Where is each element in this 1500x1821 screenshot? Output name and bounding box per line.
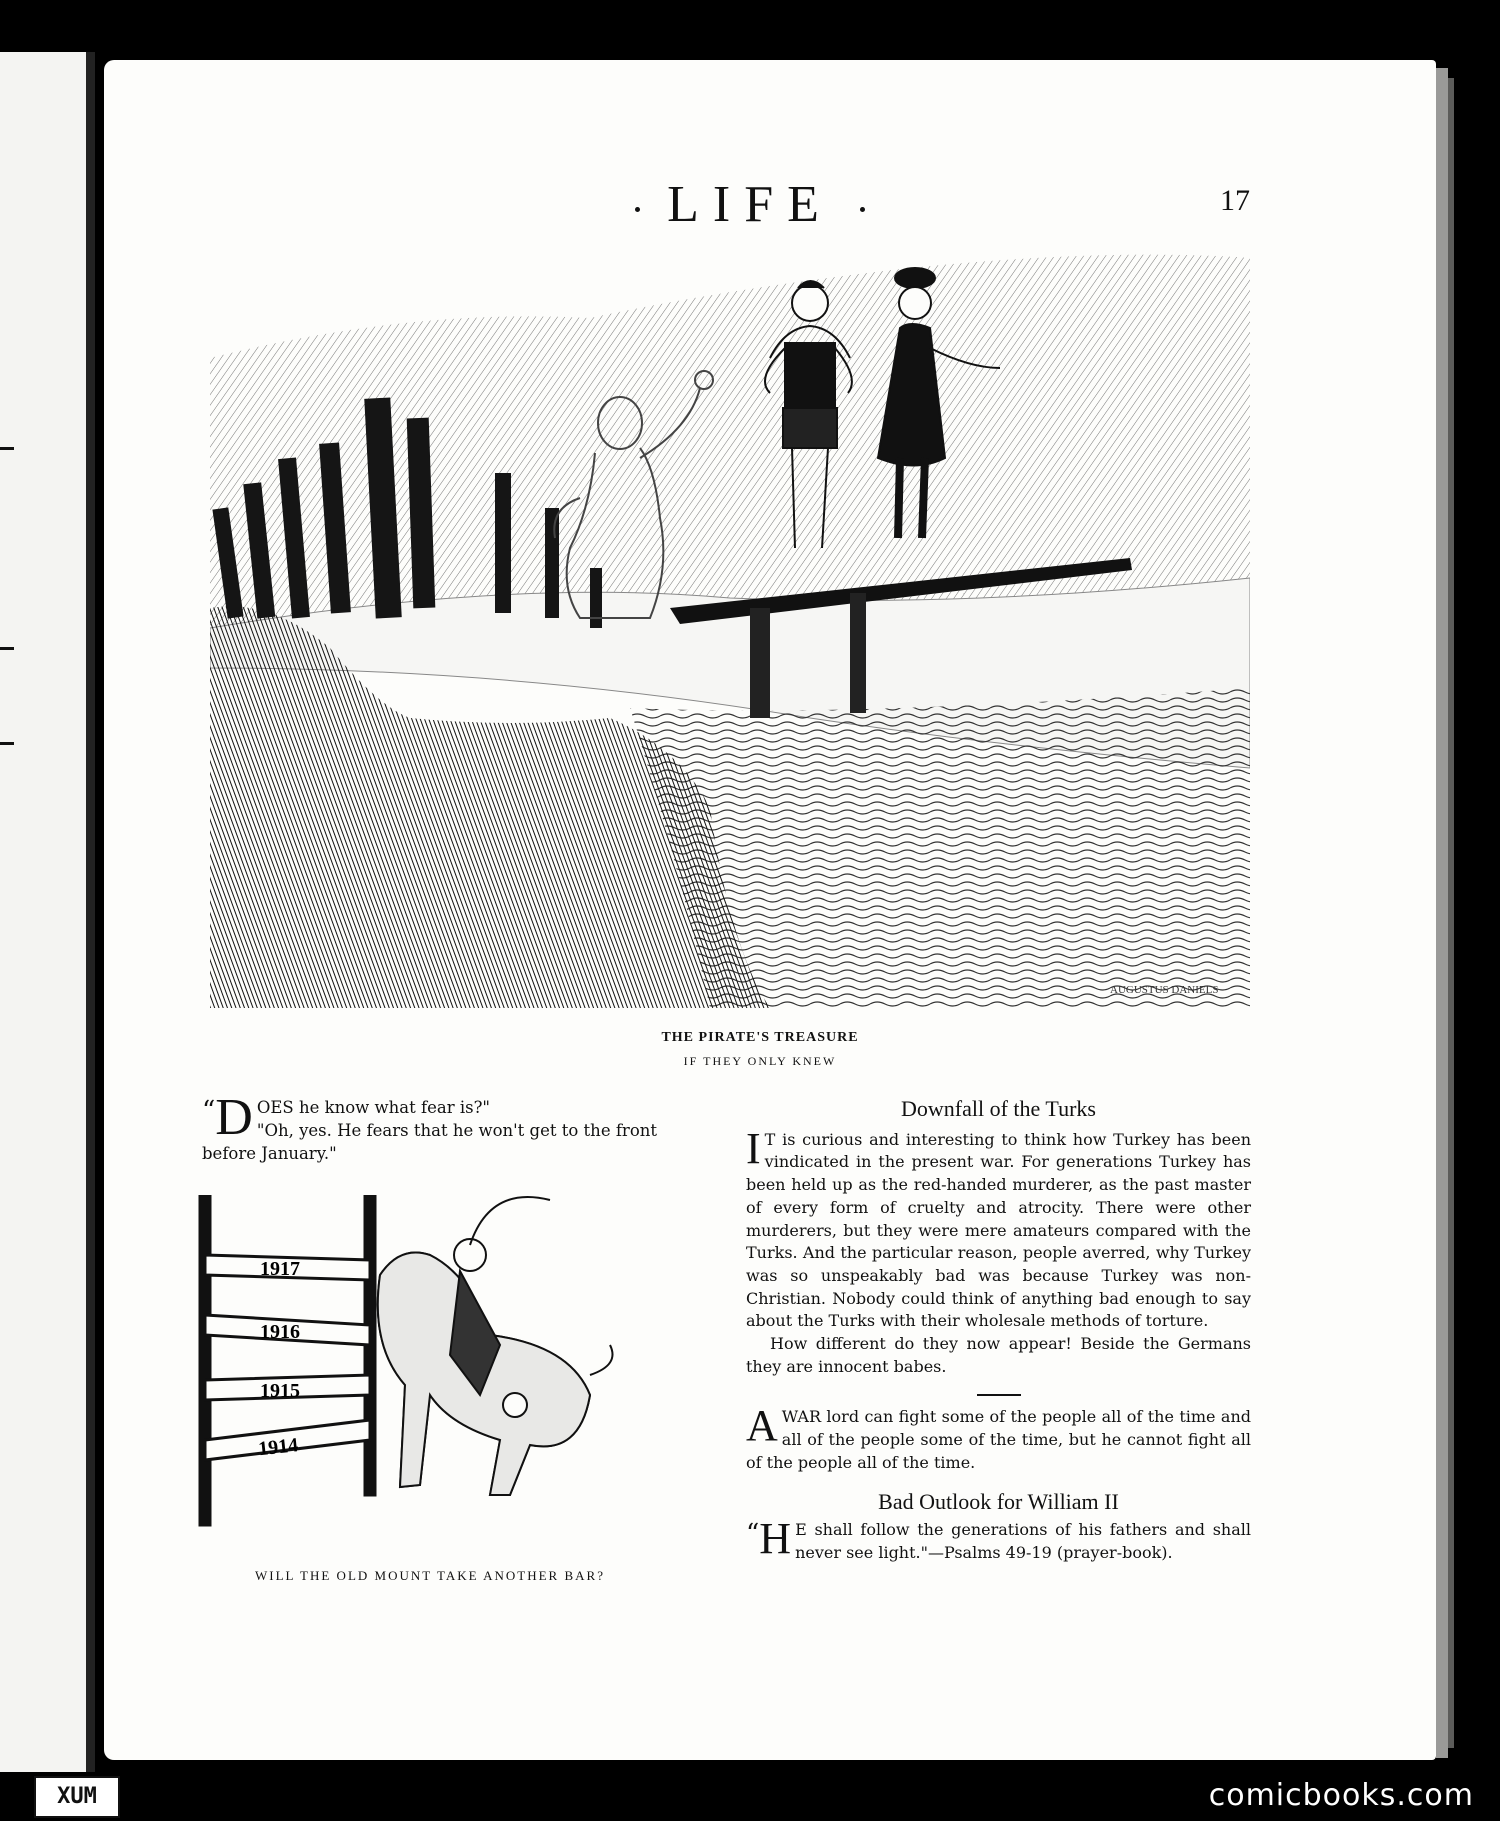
ornament-dot xyxy=(860,207,865,212)
article-warlord-text: WAR lord can fight some of the people all of the time and all of the people some of the time, but he cannot fight all of the people all of the time. xyxy=(746,1407,1251,1472)
illustration-caption-title: THE PIRATE'S TREASURE xyxy=(661,1030,859,1045)
article-turks-body xyxy=(746,1123,1251,1333)
drop-cap: H xyxy=(759,1514,792,1564)
masthead xyxy=(620,175,880,234)
margin-mark xyxy=(0,447,14,450)
cartoon-caption: WILL THE OLD MOUNT TAKE ANOTHER BAR? xyxy=(255,1568,605,1583)
margin-mark xyxy=(0,742,14,745)
watermark: comicbooks.com xyxy=(1208,1778,1474,1813)
bar-year-1914: 1914 xyxy=(257,1434,300,1461)
page-edge-shadow xyxy=(1448,78,1454,1748)
bar-year-1917: 1917 xyxy=(260,1258,300,1280)
old-mount-cartoon xyxy=(170,1195,670,1555)
joke-question: OES he know what fear is?" xyxy=(256,1098,491,1117)
article-turks-p1: T is curious and interesting to think how Turkey has been vindicated in the present war. For generations Turkey has been held up as the red-handed murderer, as the past master of every form of cruelty and atrocity. There were other murderers, but they were mere amateurs compared with the Turks. And the particular reason, people averred, why Turkey was so unspeakably bad was because Turkey was non-Christian. Nobody could think of anything bad enough to say about the Turks with their wholesale methods of torture. xyxy=(746,1129,1251,1331)
facing-page xyxy=(0,52,95,1772)
ornament-dot xyxy=(635,207,640,212)
bar-year-1915: 1915 xyxy=(260,1380,300,1402)
margin-mark xyxy=(0,647,14,650)
drop-cap: D xyxy=(215,1089,253,1146)
illustration-caption-subtitle: IF THEY ONLY KNEW xyxy=(683,1054,837,1068)
article-column xyxy=(746,1098,1251,1565)
masthead-title: LIFE xyxy=(667,176,833,233)
page-edge-shadow xyxy=(1436,68,1448,1758)
open-quote: “ xyxy=(746,1519,760,1550)
drop-cap: I xyxy=(746,1123,761,1173)
section-divider xyxy=(977,1394,1021,1396)
pirates-treasure-illustration xyxy=(210,248,1250,1008)
article-turks-p2: How different do they now appear! Beside the Germans they are innocent babes. xyxy=(746,1334,1251,1376)
page-number: 17 xyxy=(1220,184,1250,217)
article-william-body xyxy=(746,1514,1251,1564)
drop-cap: A xyxy=(746,1401,778,1451)
bar-year-1916: 1916 xyxy=(260,1321,300,1343)
open-quote: “ xyxy=(202,1096,216,1126)
article-title-william: Bad Outlook for William II xyxy=(878,1488,1119,1514)
joke-answer: "Oh, yes. He fears that he won't get to the front before January." xyxy=(202,1121,658,1163)
scan-stamp: XUM xyxy=(34,1776,120,1818)
article-william-text: E shall follow the generations of his fathers and shall never see light."—Psalms 49-19 (prayer-book). xyxy=(795,1520,1251,1562)
artist-signature: AUGUSTUS DANIELS xyxy=(1110,984,1219,996)
article-title-turks: Downfall of the Turks xyxy=(901,1096,1096,1121)
page-gutter xyxy=(86,52,95,1772)
article-warlord-body xyxy=(746,1401,1251,1474)
joke-text xyxy=(202,1089,707,1165)
